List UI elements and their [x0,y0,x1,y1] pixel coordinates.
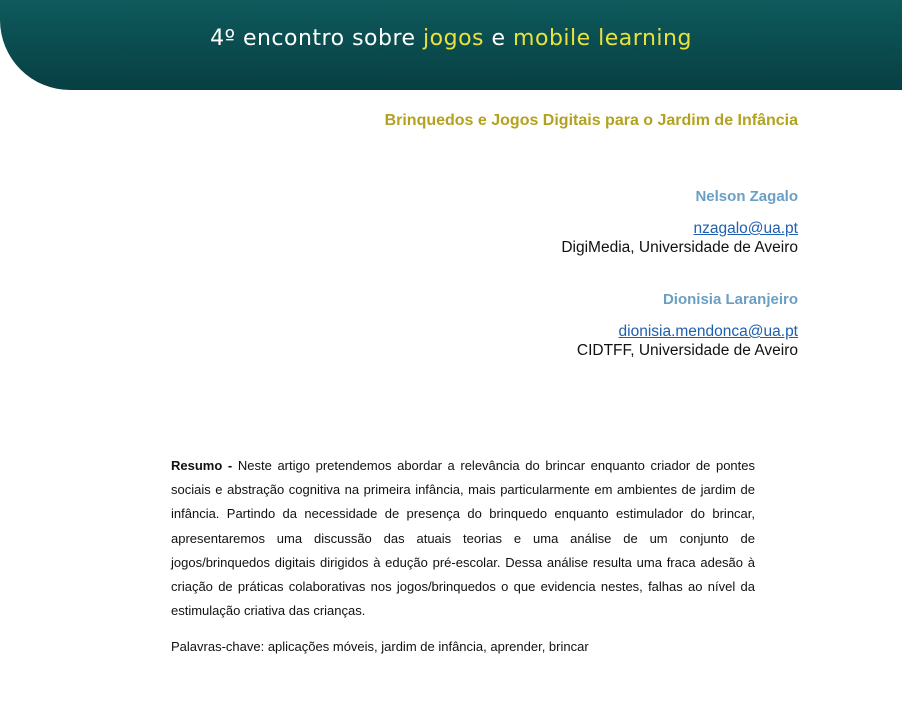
paper-title: Brinquedos e Jogos Digitais para o Jardim de Infância [384,112,798,129]
author-email-link[interactable]: dionisia.mendonca@ua.pt [618,323,798,340]
abstract-label: Resumo - [171,458,233,473]
keywords: Palavras-chave: aplicações móveis, jardim de infância, aprender, brincar [171,639,589,654]
conference-title-part: 4º encontro sobre [210,26,424,51]
abstract-text: Neste artigo pretendemos abordar a relevância do brincar enquanto criador de pontes sociais e abstração cognitiva na primeira infância, mais particularmente em ambientes de jardim de infância. Partindo da necessidade de presença do brinquedo enquanto estimulador do brincar, apresentaremos uma discussão das atuais teorias e uma análise de um conjunto de jogos/brinquedos digitais dirigidos à edução pré-escolar. Dessa análise resulta uma fraca adesão à criação de práticas colaborativas nos jogos/brinquedos o que evidencia nestes, falhas ao nível da estimulação criativa das crianças. [171,458,755,619]
author-name: Nelson Zagalo [695,188,798,205]
author-affiliation: CIDTFF, Universidade de Aveiro [576,342,798,359]
abstract [171,454,755,623]
author-block [561,188,798,257]
conference-title-part: e [484,26,514,51]
author-name: Dionisia Laranjeiro [662,291,798,308]
author-block [577,291,798,360]
conference-title-highlight-mobile: mobile learning [513,26,692,51]
author-affiliation: DigiMedia, Universidade de Aveiro [561,239,798,256]
author-email-link[interactable]: nzagalo@ua.pt [693,220,798,237]
header-banner [0,0,902,90]
conference-title [0,26,902,51]
conference-title-highlight-games: jogos [423,26,485,51]
